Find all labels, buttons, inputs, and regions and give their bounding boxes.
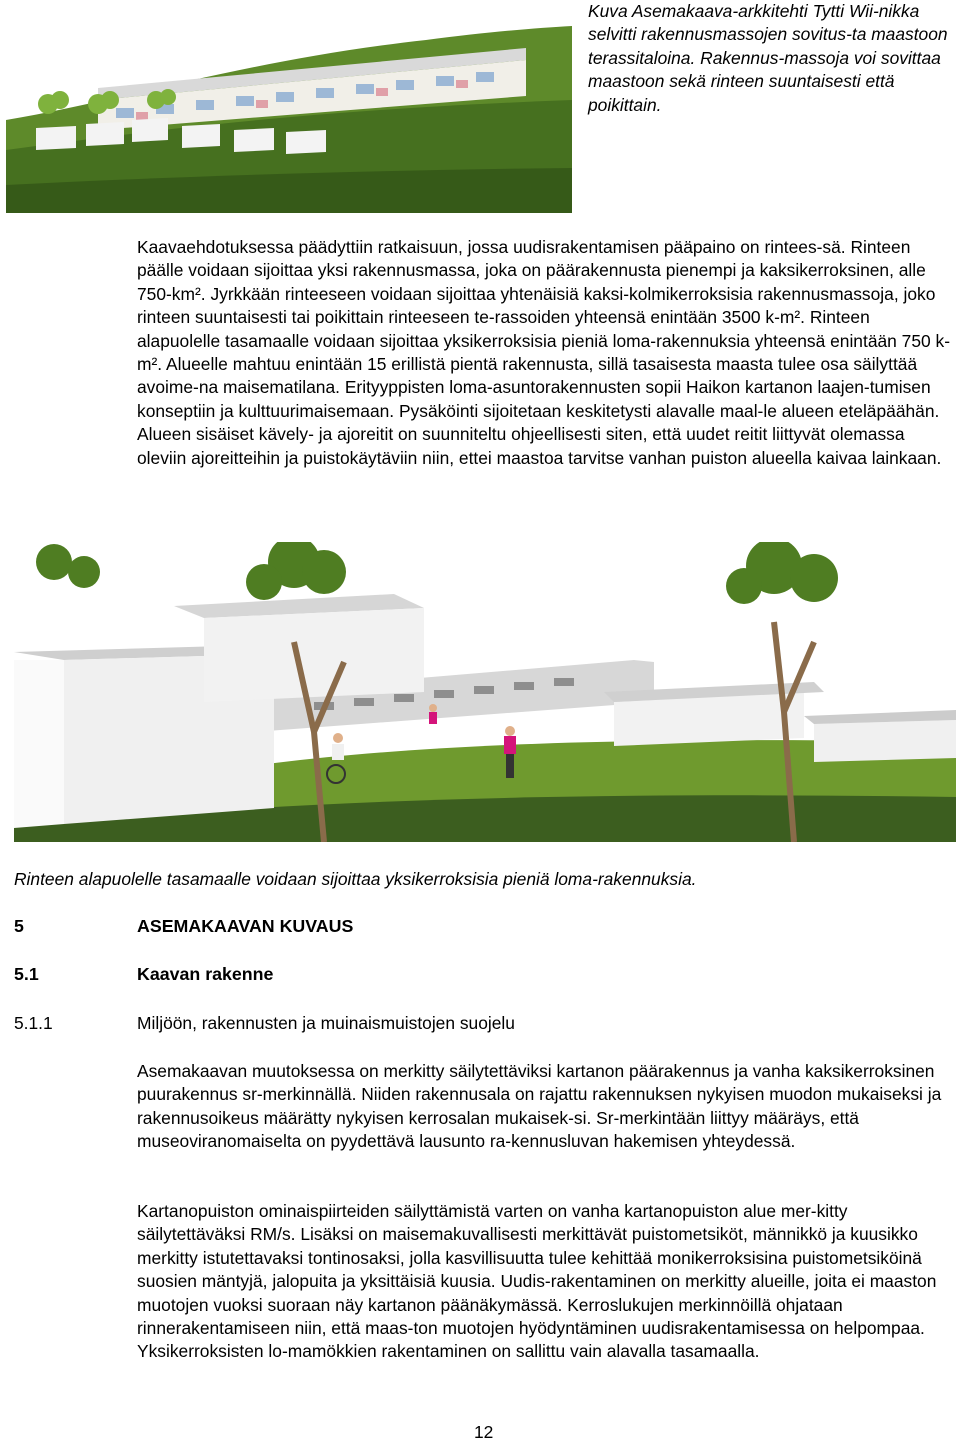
heading-5-title: ASEMAKAAVAN KUVAUS [137,916,354,936]
page-number: 12 [474,1422,494,1442]
holiday-cottages-render [14,542,956,842]
paragraph-protection: Asemakaavan muutoksessa on merkitty säilytettäviksi kartanon päärakennus ja vanha kaksikerroksinen puurakennus sr-merkinnällä. Niiden rakennusala on rajattu rakennuksen nykyisen muodon mukaiseksi ja rakennusoikeus määrätty nykyisen kerrosalan mukaisek-si. Sr-merkintään liittyy määräys, että museoviranomaiselta on pyydettävä lausunto ra-kennusluvan hakemisen yhteydessä. [137,1061,942,1152]
heading-5-1-1-title: Miljöön, rakennusten ja muinaismuistojen suojelu [137,1013,515,1033]
heading-5-1-title: Kaavan rakenne [137,964,274,984]
terrace-houses-figure [6,0,572,213]
heading-5-number: 5 [14,916,24,936]
heading-5-1-number: 5.1 [14,964,39,984]
paragraph-manor-park: Kartanopuiston ominaispiirteiden säilyttämistä varten on vanha kartanopuiston alue mer-kitty säilytettäväksi RM/s. Lisäksi on maisemakuvallisesti merkittävät puistometsiköt, männikkö ja kuusikko merkitty istutettavaksi tontinosaksi, jolla kasvillisuutta tulee kehittää monikerroksisina puistometsiköinä suosien mäntyjä, jalopuita ja yksittäisiä kuusia. Uudis-rakentaminen on merkitty alueille, joita ei maaston muotojen vuoksi suoraan näy kartanon päänäkymässä. Kerroslukujen merkinnöillä ohjataan rinnerakentamiseen niin, että maas-ton muotojen hyödyntäminen uudisrakentamisessa on helpompaa. Yksikerroksisten lo-mamökkien rakentaminen on sallittu vain alavalla tasamaalla. [137,1201,937,1362]
paragraph-plan-solution: Kaavaehdotuksessa päädyttiin ratkaisuun, jossa uudisrakentamisen pääpaino on rintees-sä. Rinteen päälle voidaan sijoittaa yksi rakennusmassa, joka on päärakennusta pienempi ja kaksikerroksinen, alle 750-km². Jyrkkään rinteeseen voidaan sijoittaa yhtenäisiä kaksi-kolmikerroksisia rakennusmassoja, joko rinteen suuntaisesti tai poikittain rinteeseen te-rassoiden yhteensä enintään 3500 k-m². Rinteen alapuolelle tasamaalle voidaan sijoittaa yksikerroksisia pieniä loma-rakennuksia yhteensä enintään 750 k-m². Alueelle mahtuu enintään 15 erillistä pientä rakennusta, sillä tasaisesta maasta tulee osa säilyttää avoime-na maisematilana. Erityyppisten loma-asuntorakennusten sopii Haikon kartanon laajen-tumisen konseptiin ja kulttuurimaisemaan. Pysäköinti sijoitetaan keskitetysti alavalle maal-le alueen eteläpäähän. Alueen sisäiset kävely- ja ajoreitit on suunniteltu ohjeellisesti siten, että uudet reitit liittyvät olemassa oleviin ajoreitteihin ja puistokäytäviin niin, ettei maastoa tarvitse vanhan puiston alueella kaivaa lainkaan. [137,237,950,468]
heading-5-1-1-number: 5.1.1 [14,1013,53,1033]
top-figure-caption: Kuva Asemakaava-arkkitehti Tytti Wii-nikka selvitti rakennusmassojen sovitus-ta maastoon terassitaloina. Rakennus-massoja voi sovittaa maastoon sekä rinteen suuntaisesti että poikittain. [588,1,948,115]
render-figure-caption: Rinteen alapuolelle tasamaalle voidaan sijoittaa yksikerroksisia pieniä loma-rakennuksia. [14,869,697,889]
